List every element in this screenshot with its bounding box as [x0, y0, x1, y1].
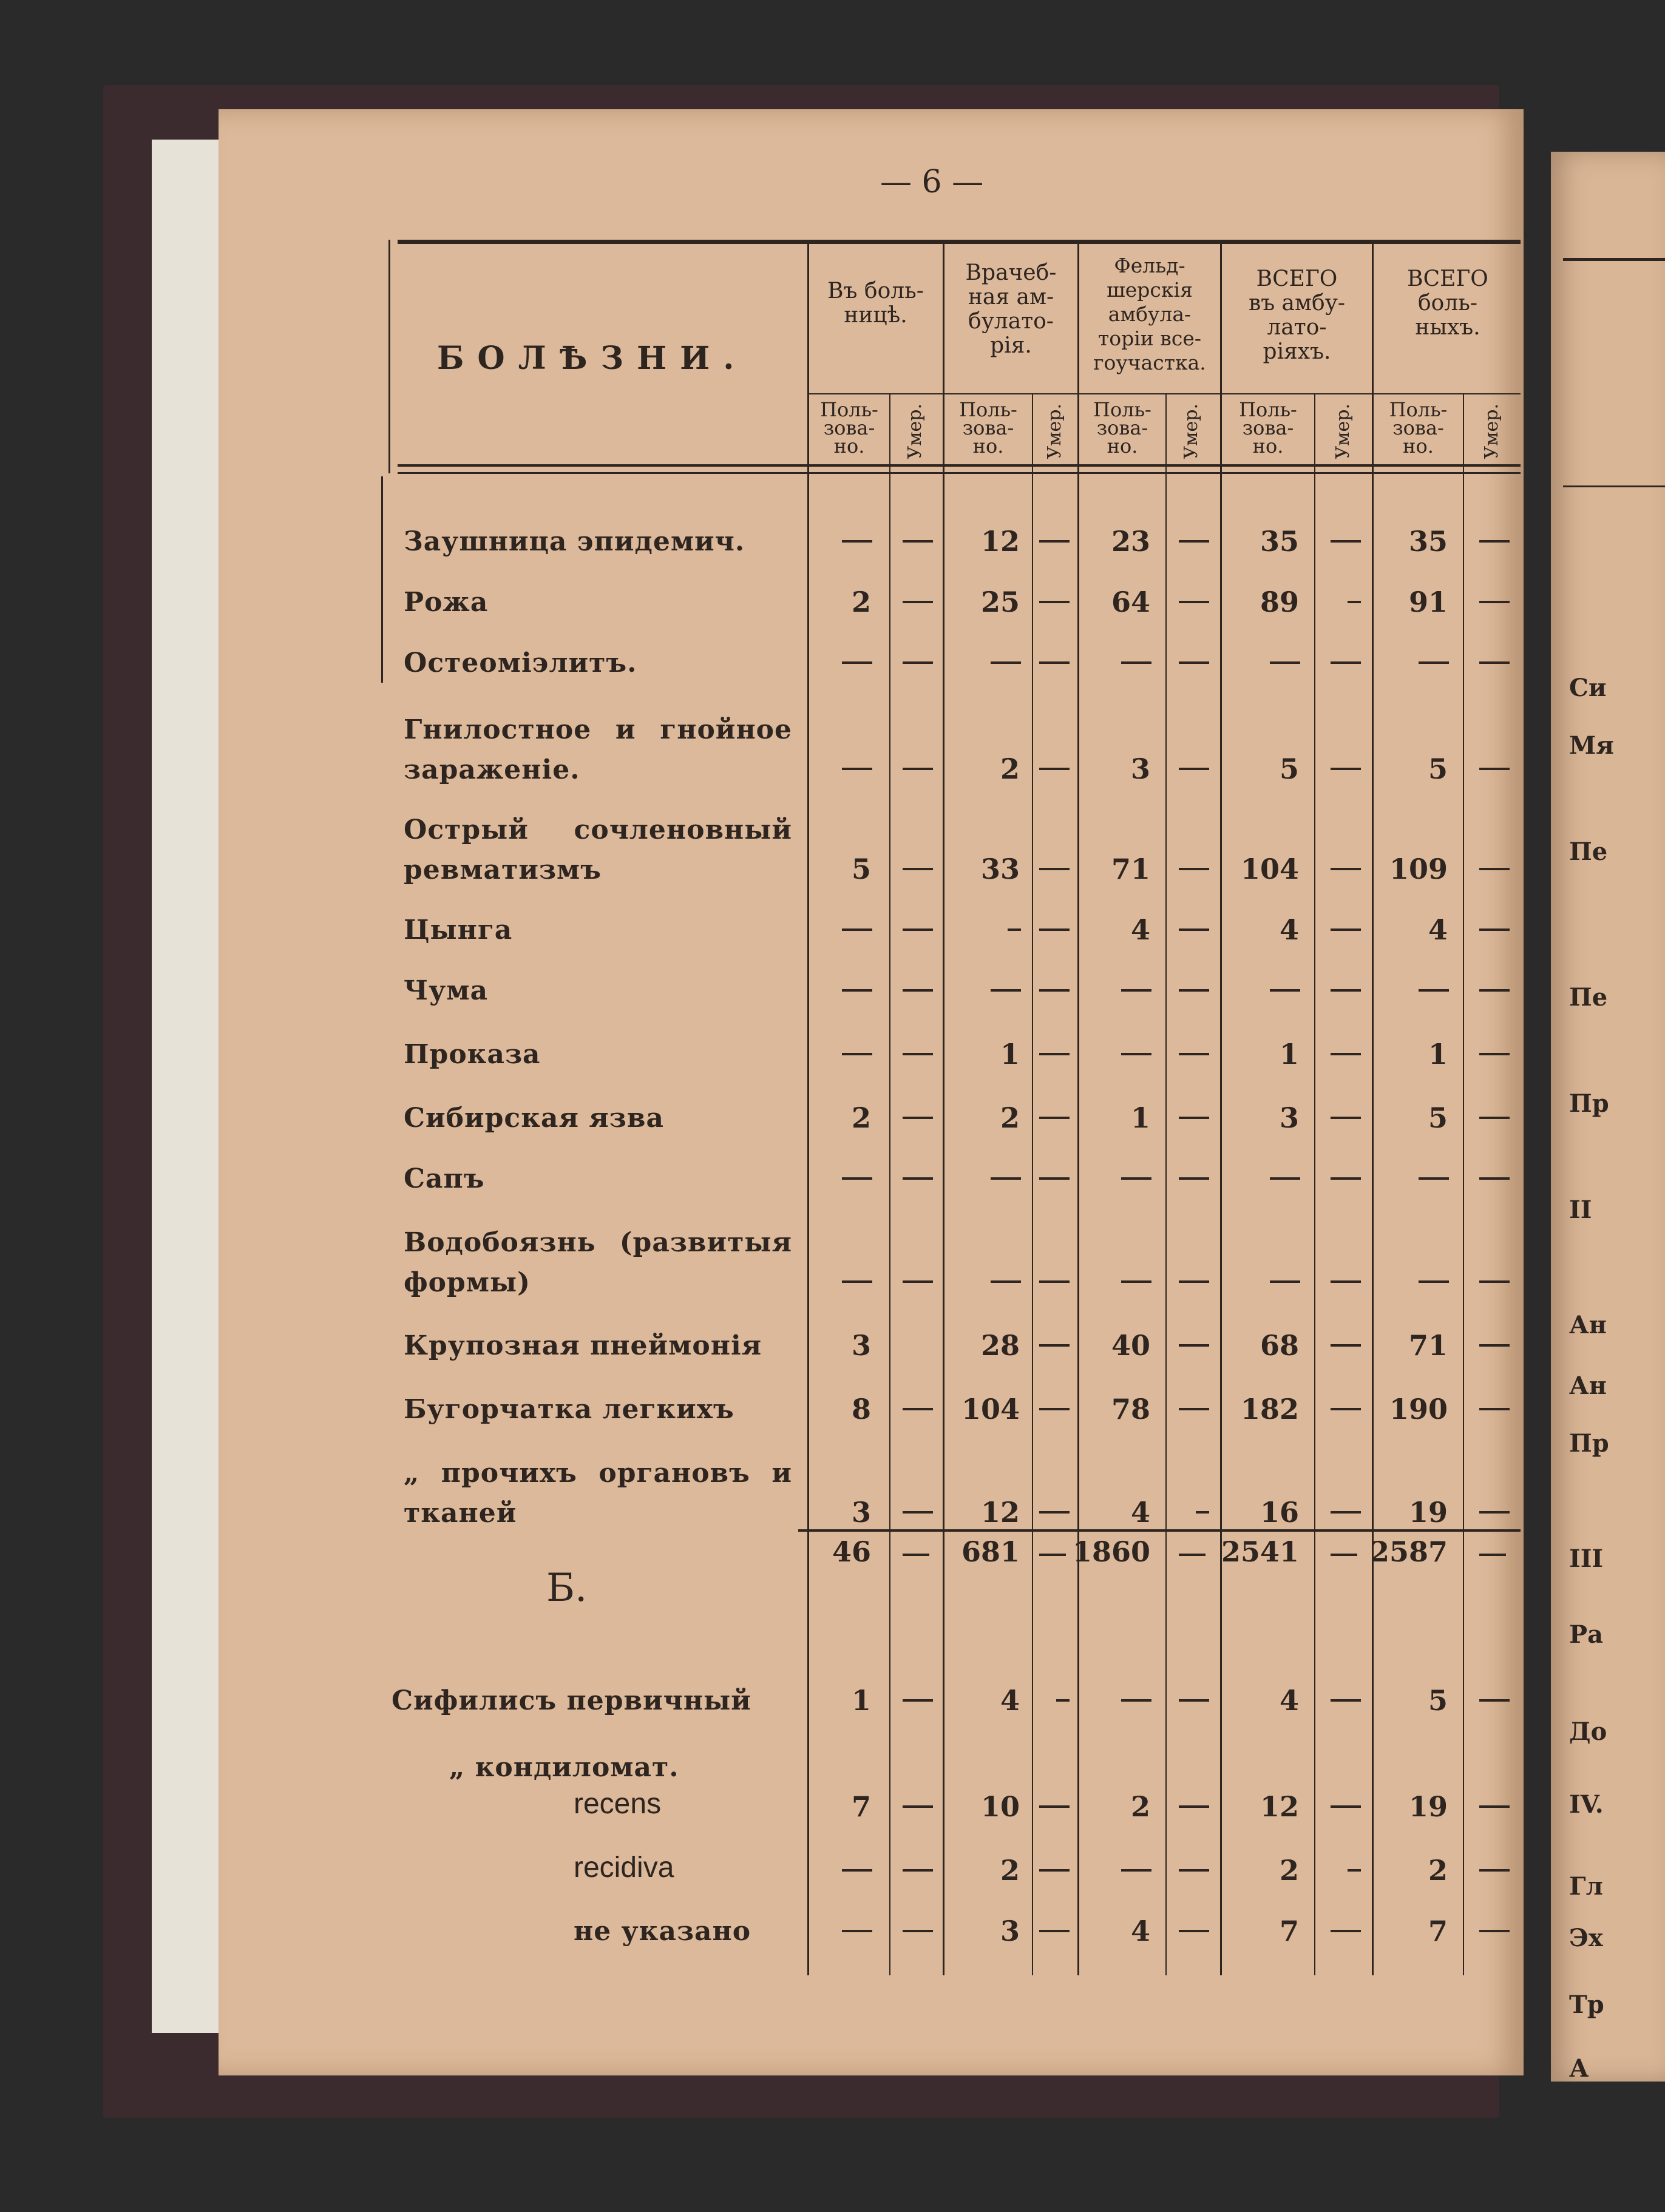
left-border: [388, 240, 390, 473]
cell-dash: [842, 928, 872, 931]
row-label: Цынга: [404, 915, 513, 945]
cell-value: 12: [980, 1496, 1020, 1529]
cell-dash: [1179, 1053, 1209, 1055]
cell-value: 89: [1260, 586, 1299, 618]
total-value: 46: [832, 1535, 871, 1568]
cell-dash: [1039, 1869, 1070, 1872]
cell-dash: [1419, 661, 1449, 664]
cell-value: 3: [851, 1496, 871, 1529]
cell-dash: [1121, 1280, 1151, 1283]
row-label: „ кондиломат.: [449, 1752, 679, 1783]
table-title: БОЛѢЗНИ.: [437, 340, 748, 377]
total-value: 2587: [1369, 1535, 1448, 1568]
row-label: Остеоміэлитъ.: [404, 648, 637, 678]
cell-dash: [903, 1177, 933, 1180]
cell-dash: [903, 928, 933, 931]
cell-value: 182: [1240, 1393, 1299, 1426]
cell-dash: [1479, 1177, 1510, 1180]
subheader-died: Умер.: [1044, 404, 1065, 459]
cell-dash: [1479, 1805, 1510, 1808]
row-label: Рожа: [404, 587, 489, 618]
subheader-used: Поль- зова- но.: [1389, 398, 1448, 458]
cell-value: 12: [1260, 1790, 1299, 1823]
row-label: Сифилисъ первичный: [392, 1685, 751, 1716]
cell-dash: [1179, 661, 1209, 664]
page-edge: [152, 140, 225, 2033]
row-label-latin: recidiva: [574, 1852, 674, 1884]
right-fragment: III: [1569, 1544, 1604, 1573]
cell-value: 3: [1130, 753, 1150, 785]
left-border-lower: [381, 476, 383, 683]
right-fragment: Ра: [1569, 1620, 1603, 1649]
total-value: 1860: [1072, 1535, 1150, 1568]
cell-value: 78: [1111, 1393, 1150, 1426]
cell-dash: [1479, 1117, 1510, 1119]
cell-dash: [1479, 661, 1510, 664]
section-b-label: Б.: [546, 1566, 588, 1611]
cell-dash: [1179, 928, 1209, 931]
cell-value: 7: [851, 1790, 871, 1823]
top-rule: [398, 240, 1521, 244]
cell-dash: [1039, 1177, 1070, 1180]
right-fragment: До: [1569, 1717, 1607, 1746]
cell-dash: [1479, 1699, 1510, 1702]
page-number: — 6 —: [880, 164, 984, 200]
cell-value: 68: [1260, 1329, 1299, 1362]
right-fragment: Эх: [1569, 1924, 1603, 1952]
cell-dash: [1179, 1408, 1209, 1410]
cell-value: 8: [851, 1393, 871, 1426]
right-fragment: Тр: [1569, 1990, 1604, 2019]
row-label: Гнилостное и гнойное зараженіе.: [404, 714, 792, 785]
cell-dash: [842, 768, 872, 770]
cell-dash: [842, 1177, 872, 1180]
cell-dash: [1479, 540, 1510, 543]
cell-value: 5: [851, 853, 871, 885]
cell-value: 2: [851, 586, 871, 618]
subcol-divider: [1165, 394, 1167, 1975]
cell-value: 5: [1428, 1101, 1448, 1134]
cell-dash: [1479, 1930, 1510, 1932]
cell-dash: [1179, 1805, 1209, 1808]
cell-value: 1: [1279, 1038, 1299, 1070]
cell-value: 23: [1111, 525, 1150, 558]
cell-dash: [842, 989, 872, 992]
col-header-total-ambulatory: ВСЕГО въ амбу- лато- ріяхъ.: [1248, 266, 1346, 364]
cell-value: 71: [1408, 1329, 1448, 1362]
cell-dash: [1270, 1280, 1300, 1283]
cell-dash: [903, 661, 933, 664]
subheader-used: Поль- зова- но.: [1093, 398, 1151, 458]
cell-value: 4: [1428, 913, 1448, 946]
cell-dash: [1331, 1280, 1361, 1283]
row-label-latin: recens: [574, 1788, 662, 1820]
cell-value: 16: [1260, 1496, 1299, 1529]
cell-dash: [1419, 1280, 1449, 1283]
cell-dash: [1331, 1177, 1361, 1180]
right-rule-2: [1563, 485, 1665, 487]
cell-dash: [1331, 989, 1361, 992]
cell-dash: [1039, 1280, 1070, 1283]
cell-value: 91: [1408, 586, 1448, 618]
right-fragment: Гл: [1569, 1872, 1603, 1901]
row-label: Чума: [404, 975, 489, 1006]
cell-dash: [1121, 1053, 1151, 1055]
cell-dash: [842, 1930, 872, 1932]
row-label: Водобоязнь (развитыя формы): [404, 1227, 792, 1298]
right-fragment: Ан: [1569, 1372, 1607, 1400]
subheader-died: Умер.: [904, 404, 926, 459]
cell-dash: [1179, 540, 1209, 543]
col-header-doctor-ambulatory: Врачеб- ная ам- булато- рія.: [965, 260, 1057, 358]
cell-dash: [1331, 661, 1361, 664]
cell-dash: [1121, 1699, 1151, 1702]
total-value: 681: [961, 1535, 1020, 1568]
cell-dash: [1479, 1053, 1510, 1055]
cell-dash: [1008, 928, 1021, 931]
cell-dash: [1479, 1511, 1510, 1514]
cell-dash: [1479, 601, 1510, 603]
cell-dash: [1479, 1408, 1510, 1410]
cell-dash: [1270, 1177, 1300, 1180]
col-header-total-patients: ВСЕГО боль- ныхъ.: [1407, 266, 1488, 340]
right-rule: [1563, 258, 1665, 261]
cell-dash: [842, 661, 872, 664]
cell-value: 4: [1279, 1684, 1299, 1717]
row-label: Бугорчатка легкихъ: [404, 1394, 734, 1425]
subheader-died: Умер.: [1481, 404, 1502, 459]
cell-dash: [903, 1280, 933, 1283]
cell-value: 4: [1130, 1496, 1150, 1529]
cell-value: 2: [1000, 753, 1020, 785]
right-fragment: IV.: [1569, 1790, 1604, 1819]
cell-value: 1: [1130, 1101, 1150, 1134]
cell-value: 3: [1279, 1101, 1299, 1134]
cell-value: 3: [851, 1329, 871, 1362]
cell-dash: [1270, 661, 1300, 664]
cell-dash: [842, 1869, 872, 1872]
right-fragment: Ан: [1569, 1311, 1607, 1339]
cell-value: 2: [1000, 1101, 1020, 1134]
cell-dash: [1270, 989, 1300, 992]
cell-dash: [1179, 868, 1209, 870]
cell-value: 4: [1130, 913, 1150, 946]
cell-value: 104: [961, 1393, 1020, 1426]
subheader-died: Умер.: [1332, 404, 1354, 459]
cell-value: 10: [980, 1790, 1020, 1823]
right-fragment: Пр: [1569, 1429, 1609, 1458]
cell-value: 4: [1000, 1684, 1020, 1717]
cell-dash: [991, 989, 1021, 992]
subheader-died: Умер.: [1181, 404, 1202, 459]
cell-dash: [1039, 1053, 1070, 1055]
cell-dash: [1179, 601, 1209, 603]
subcol-divider: [1032, 394, 1033, 1975]
row-label: Проказа: [404, 1039, 541, 1070]
col-header-hospital: Въ боль- ницѣ.: [827, 279, 924, 328]
cell-value: 71: [1111, 853, 1150, 885]
subcol-divider: [889, 394, 890, 1975]
cell-dash: [1056, 1699, 1070, 1702]
right-fragment: Пе: [1569, 983, 1608, 1012]
total-value: 2541: [1221, 1535, 1299, 1568]
cell-value: 104: [1240, 853, 1299, 885]
cell-dash: [991, 1177, 1021, 1180]
cell-dash: [1479, 1869, 1510, 1872]
cell-value: 1: [1428, 1038, 1448, 1070]
cell-value: 5: [1428, 753, 1448, 785]
subheader-rule: [807, 393, 1521, 394]
cell-value: 2: [1000, 1854, 1020, 1887]
right-fragment: Пр: [1569, 1089, 1609, 1118]
cell-dash: [1419, 989, 1449, 992]
subheader-used: Поль- зова- но.: [959, 398, 1017, 458]
right-fragment: Мя: [1569, 731, 1614, 760]
cell-dash: [903, 989, 933, 992]
cell-value: 35: [1260, 525, 1299, 558]
cell-dash: [1179, 1344, 1209, 1347]
cell-dash: [842, 540, 872, 543]
cell-value: 40: [1111, 1329, 1150, 1362]
cell-dash: [991, 1280, 1021, 1283]
cell-dash: [991, 661, 1021, 664]
cell-dash: [1179, 1177, 1209, 1180]
cell-value: 5: [1279, 753, 1299, 785]
cell-value: 109: [1389, 853, 1448, 885]
row-label: Крупозная пнеймонія: [404, 1330, 762, 1361]
cell-value: 33: [980, 853, 1020, 885]
header-rule-1: [398, 464, 1521, 467]
cell-value: 7: [1279, 1915, 1299, 1947]
cell-dash: [1039, 989, 1070, 992]
cell-value: 4: [1279, 913, 1299, 946]
row-label: не указано: [574, 1916, 751, 1947]
col-header-feldsher-ambulatory: Фельд- шерскія амбула- торіи все- гоучастка.: [1093, 254, 1206, 374]
right-fragment: Пе: [1569, 837, 1608, 866]
cell-value: 4: [1130, 1915, 1150, 1947]
cell-value: 2: [1130, 1790, 1150, 1823]
header-rule-2: [398, 472, 1521, 474]
cell-dash: [1121, 1177, 1151, 1180]
cell-dash: [1179, 1930, 1209, 1932]
cell-dash: [1121, 989, 1151, 992]
cell-dash: [1179, 989, 1209, 992]
right-page: [1551, 152, 1665, 2082]
cell-dash: [1039, 661, 1070, 664]
subcol-divider: [1463, 394, 1464, 1975]
cell-dash: [1479, 989, 1510, 992]
cell-dash: [1179, 1699, 1209, 1702]
cell-dash: [1479, 1344, 1510, 1347]
row-label: Заушница эпидемич.: [404, 526, 745, 557]
cell-dash: [842, 1280, 872, 1283]
cell-value: 7: [1428, 1915, 1448, 1947]
cell-value: 1: [851, 1684, 871, 1717]
row-label: Сибирская язва: [404, 1103, 664, 1134]
cell-dash: [1121, 1869, 1151, 1872]
cell-value: 25: [980, 586, 1020, 618]
total-dash: [1479, 1554, 1506, 1556]
cell-dash: [1479, 768, 1510, 770]
cell-value: 2: [1428, 1854, 1448, 1887]
cell-dash: [1121, 661, 1151, 664]
cell-dash: [1479, 1280, 1510, 1283]
cell-value: 12: [980, 525, 1020, 558]
cell-value: 35: [1408, 525, 1448, 558]
totals-rule: [798, 1529, 1521, 1532]
right-fragment: Си: [1569, 674, 1607, 702]
cell-value: 190: [1389, 1393, 1448, 1426]
cell-value: 2: [851, 1101, 871, 1134]
subheader-used: Поль- зова- но.: [820, 398, 878, 458]
cell-value: 28: [980, 1329, 1020, 1362]
cell-dash: [1179, 1280, 1209, 1283]
row-label: „ прочихъ органовъ и тканей: [404, 1458, 792, 1529]
subcol-divider: [1314, 394, 1315, 1975]
cell-value: 64: [1111, 586, 1150, 618]
cell-dash: [842, 1053, 872, 1055]
row-label: Сапъ: [404, 1163, 485, 1194]
cell-dash: [1179, 1869, 1209, 1872]
cell-value: 3: [1000, 1915, 1020, 1947]
cell-value: 19: [1408, 1496, 1448, 1529]
cell-dash: [1196, 1511, 1209, 1514]
right-fragment: II: [1569, 1196, 1592, 1224]
cell-value: 1: [1000, 1038, 1020, 1070]
row-label: Острый сочленовный ревматизмъ: [404, 814, 792, 885]
right-fragment: А: [1569, 2054, 1589, 2082]
cell-dash: [1179, 768, 1209, 770]
subheader-used: Поль- зова- но.: [1239, 398, 1297, 458]
cell-dash: [1479, 928, 1510, 931]
cell-value: 5: [1428, 1684, 1448, 1717]
cell-dash: [1419, 1177, 1449, 1180]
cell-value: 19: [1408, 1790, 1448, 1823]
cell-value: 2: [1279, 1854, 1299, 1887]
cell-dash: [1479, 868, 1510, 870]
cell-dash: [1179, 1117, 1209, 1119]
